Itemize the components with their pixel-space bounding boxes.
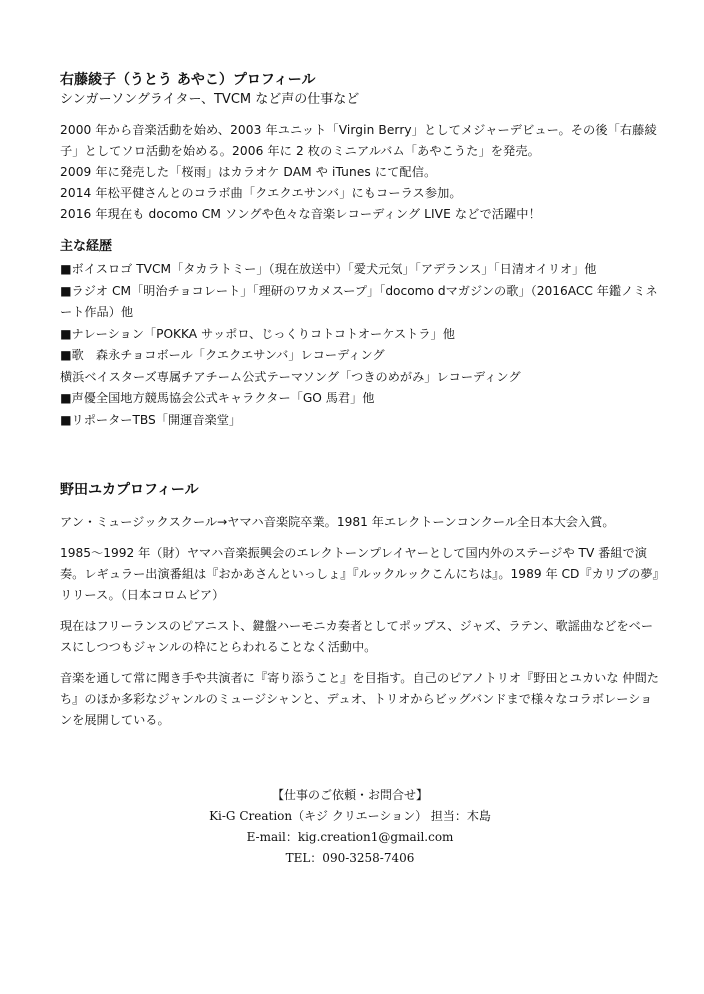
career-heading: 主な経歴 — [60, 239, 113, 254]
career-item: ■歌 森永チョコボール「クエクエサンバ」レコーディング — [60, 348, 385, 362]
noda-profile-section — [60, 480, 660, 741]
noda-paragraph: 現在はフリーランスのピアニスト、鍵盤ハーモニカ奏者としてポップス、ジャズ、ラテン、歌謡曲などをベースにしつつもジャンルの枠にとらわれることなく活動中。 — [60, 619, 654, 654]
utou-bio-line: 2009 年に発売した「桜雨」はカラオケ DAM や iTunes にて配信。 — [60, 165, 437, 179]
utou-bio-line: 2016 年現在も docomo CM ソングや色々な音楽レコーディング LIVE などで活躍中！ — [60, 207, 541, 221]
utou-bio-line: 2014 年松平健さんとのコラボ曲「クエクエサンバ」にもコーラス参加。 — [60, 186, 462, 200]
noda-paragraph: アン・ミュージックスクール→ヤマハ音楽院卒業。1981 年エレクトーンコンクール全日本大会入賞。 — [60, 515, 615, 529]
career-item: ■ナレーション「POKKA サッポロ、じっくりコトコトオーケストラ」他 — [60, 326, 455, 341]
career-item: ■声優全国地方競馬協会公式キャラクター「GO 馬君」他 — [60, 391, 375, 405]
contact-email: E-mail：kig.creation1@gmail.com — [246, 830, 454, 844]
career-item: ■ラジオ CM「明治チョコレート」「理研のワカメスープ」「docomo dマガジンの歌」（2016ACC 年鑑ノミネート作品）他 — [60, 283, 658, 319]
career-item: ■ボイスロゴ TVCM「タカラトミー」（現在放送中）「愛犬元気」「アデランス」「日清オイリオ」他 — [60, 262, 597, 276]
career-item: 横浜ベイスターズ専属チアチーム公式テーマソング「つきのめがみ」レコーディング — [60, 369, 521, 384]
utou-bio-line: 2000 年から音楽活動を始め、2003 年ユニット「Virgin Berry」としてメジャーデビュー。その後「右藤綾子」としてソロ活動を始める。2006 年に 2 枚のミニアルバム「あやこうた」を発売。 — [60, 123, 657, 158]
contact-heading: 【仕事のご依頼・お問合せ】 — [271, 788, 428, 802]
contact-tel: TEL：090-3258-7406 — [285, 851, 415, 865]
contact-company: Ki-G Creation（キジ クリエーション） 担当：木島 — [209, 809, 491, 823]
utou-profile-section — [60, 70, 660, 431]
noda-paragraph: 音楽を通して常に聞き手や共演者に『寄り添うこと』を目指す。自己のピアノトリオ『野田とユカいな 仲間たち』のほか多彩なジャンルのミュージシャンと、デュオ、トリオからビッグバンドまで様々なコラボレーションを展開している。 — [60, 671, 659, 727]
utou-profile-title: 右藤綾子（うとう あやこ）プロフィール — [60, 72, 316, 88]
noda-profile-title: 野田ユカプロフィール — [60, 482, 199, 498]
noda-paragraph: 1985～1992 年（財）ヤマハ音楽振興会のエレクトーンプレイヤーとして国内外のステージや TV 番組で演奏。レギュラー出演番組は『おかあさんといっしょ』『ルックルックこんにちは』。1989 年 CD『カリブの夢』リリース。（日本コロムビア） — [60, 546, 659, 602]
contact-block — [200, 785, 500, 869]
utou-profile-subtitle: シンガーソングライター、TVCM など声の仕事など — [60, 92, 360, 107]
career-item: ■リポーターTBS「開運音楽堂」 — [60, 412, 242, 427]
